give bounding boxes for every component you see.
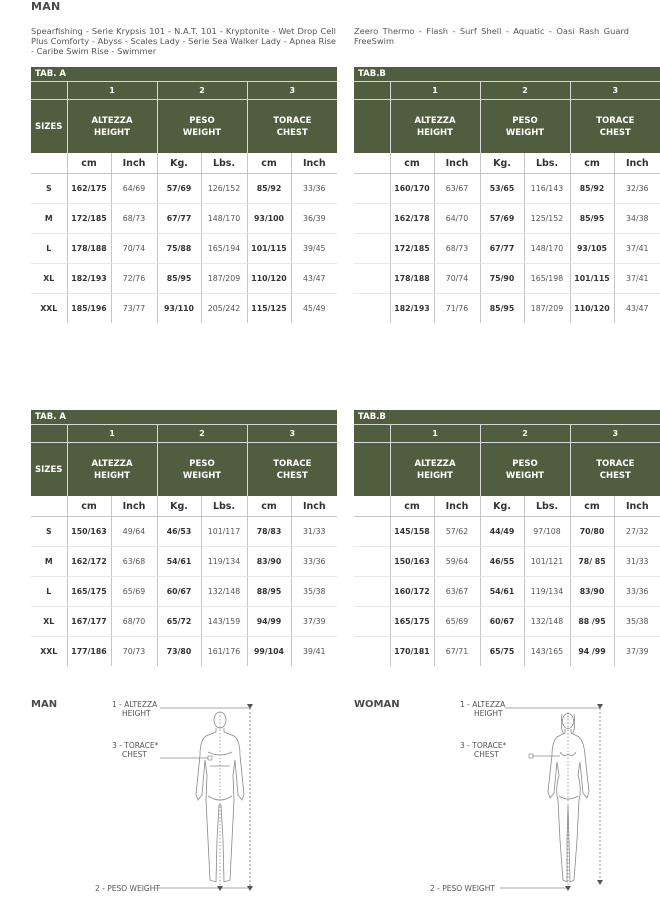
man-weight-label: 2 - PESO WEIGHT (95, 884, 160, 893)
table-row (354, 547, 660, 577)
measure-header: PESO WEIGHT (480, 443, 570, 497)
unit-label: Lbs. (524, 153, 570, 174)
table-row (31, 294, 337, 324)
product-list-b: Zeero Thermo - Flash - Surf Shell - Aquatic - Oasi Rash Guard FreeSwim (354, 26, 629, 46)
unit-label: cm (570, 153, 614, 174)
value-cell: 182/193 (67, 264, 111, 294)
value-cell: 83/90 (570, 577, 614, 607)
woman-figure-diagram (500, 700, 620, 895)
value-cell: 68/70 (111, 607, 157, 637)
sizes-header (354, 443, 390, 497)
size-cell (354, 517, 390, 547)
value-cell: 93/105 (570, 234, 614, 264)
value-cell: 148/170 (201, 204, 247, 234)
unit-label: cm (247, 153, 291, 174)
value-cell: 170/181 (390, 637, 434, 667)
value-cell: 132/148 (201, 577, 247, 607)
table-corner (354, 82, 390, 100)
value-cell: 119/134 (524, 577, 570, 607)
value-cell: 143/159 (201, 607, 247, 637)
value-cell: 101/115 (570, 264, 614, 294)
value-cell: 88/95 (247, 577, 291, 607)
value-cell: 162/178 (390, 204, 434, 234)
value-cell: 37/39 (291, 607, 337, 637)
value-cell: 101/121 (524, 547, 570, 577)
measure-header: PESO WEIGHT (480, 100, 570, 154)
woman-chest-label: 3 - TORACE* CHEST (460, 741, 507, 759)
column-number: 2 (480, 425, 570, 443)
unit-label: Inch (111, 153, 157, 174)
column-number: 3 (570, 82, 660, 100)
size-cell: M (31, 204, 67, 234)
value-cell: 57/69 (157, 174, 201, 204)
value-cell: 46/53 (157, 517, 201, 547)
unit-label: cm (390, 153, 434, 174)
column-number: 2 (157, 82, 247, 100)
unit-label: cm (247, 496, 291, 517)
value-cell: 53/65 (480, 174, 524, 204)
value-cell: 178/188 (390, 264, 434, 294)
value-cell: 165/194 (201, 234, 247, 264)
value-cell: 119/134 (201, 547, 247, 577)
table-row (31, 547, 337, 577)
value-cell: 60/67 (480, 607, 524, 637)
table-tab-label: TAB.B (354, 410, 660, 425)
value-cell: 33/36 (291, 547, 337, 577)
value-cell: 85/95 (157, 264, 201, 294)
figure-title-woman: WOMAN (354, 699, 400, 710)
value-cell: 162/172 (67, 547, 111, 577)
size-table-4 (354, 410, 660, 666)
size-cell (354, 294, 390, 324)
measure-header: TORACE CHEST (570, 100, 660, 154)
measure-header: PESO WEIGHT (157, 443, 247, 497)
value-cell: 57/69 (480, 204, 524, 234)
column-number: 3 (247, 425, 337, 443)
value-cell: 73/77 (111, 294, 157, 324)
size-cell (354, 547, 390, 577)
value-cell: 78/83 (247, 517, 291, 547)
size-cell (354, 264, 390, 294)
unit-label: Inch (614, 153, 660, 174)
measure-header: TORACE CHEST (247, 100, 337, 154)
value-cell: 73/80 (157, 637, 201, 667)
unit-label: Kg. (480, 153, 524, 174)
value-cell: 94 /99 (570, 637, 614, 667)
woman-height-label: 1 - ALTEZZA HEIGHT (460, 700, 506, 718)
unit-label: Kg. (157, 496, 201, 517)
value-cell: 99/104 (247, 637, 291, 667)
table-row (31, 517, 337, 547)
value-cell: 148/170 (524, 234, 570, 264)
value-cell: 54/61 (480, 577, 524, 607)
value-cell: 49/64 (111, 517, 157, 547)
value-cell: 161/176 (201, 637, 247, 667)
value-cell: 126/152 (201, 174, 247, 204)
value-cell: 57/62 (434, 517, 480, 547)
table-corner (31, 82, 67, 100)
value-cell: 97/108 (524, 517, 570, 547)
unit-label: cm (67, 153, 111, 174)
value-cell: 70/74 (434, 264, 480, 294)
size-cell: L (31, 234, 67, 264)
value-cell: 63/67 (434, 577, 480, 607)
value-cell: 70/80 (570, 517, 614, 547)
value-cell: 37/41 (614, 264, 660, 294)
size-cell: XXL (40, 304, 58, 313)
value-cell: 83/90 (247, 547, 291, 577)
unit-label: Kg. (157, 153, 201, 174)
value-cell: 31/33 (614, 547, 660, 577)
value-cell: 178/188 (67, 234, 111, 264)
value-cell: 65/69 (111, 577, 157, 607)
size-cell (354, 577, 390, 607)
unit-corner (354, 153, 390, 174)
table-row (354, 294, 660, 324)
unit-label: Inch (111, 496, 157, 517)
measure-header: ALTEZZA HEIGHT (67, 100, 157, 154)
value-cell: 85/92 (247, 174, 291, 204)
value-cell: 70/74 (111, 234, 157, 264)
table-row (354, 234, 660, 264)
size-cell (354, 204, 390, 234)
unit-label: Lbs. (524, 496, 570, 517)
page-title: MAN (31, 0, 61, 13)
value-cell: 33/36 (614, 577, 660, 607)
table-row (354, 607, 660, 637)
column-number: 1 (390, 425, 480, 443)
unit-label: Inch (434, 153, 480, 174)
size-cell: XL (31, 607, 67, 637)
man-chest-label: 3 - TORACE* CHEST (112, 741, 159, 759)
table-tab-label: TAB. A (31, 410, 337, 425)
value-cell: 37/39 (614, 637, 660, 667)
size-cell: XXL (40, 647, 58, 656)
table-row (31, 234, 337, 264)
column-number: 2 (480, 82, 570, 100)
unit-corner (31, 496, 67, 517)
size-cell: S (31, 174, 67, 204)
value-cell: 46/55 (480, 547, 524, 577)
value-cell: 165/175 (67, 577, 111, 607)
value-cell: 64/70 (434, 204, 480, 234)
value-cell: 150/163 (67, 517, 111, 547)
value-cell: 85/95 (570, 204, 614, 234)
table-row (354, 204, 660, 234)
table-row (354, 637, 660, 667)
value-cell: 39/45 (291, 234, 337, 264)
value-cell: 78/ 85 (570, 547, 614, 577)
value-cell: 45/49 (291, 294, 337, 324)
measure-header: TORACE CHEST (247, 443, 337, 497)
value-cell: 70/73 (111, 637, 157, 667)
value-cell: 150/163 (390, 547, 434, 577)
value-cell: 37/41 (614, 234, 660, 264)
size-table-1 (31, 67, 337, 323)
value-cell: 101/115 (247, 234, 291, 264)
unit-label: Inch (434, 496, 480, 517)
value-cell: 165/198 (524, 264, 570, 294)
value-cell: 187/209 (201, 264, 247, 294)
value-cell: 85/95 (480, 294, 524, 324)
value-cell: 132/148 (524, 607, 570, 637)
value-cell: 160/170 (390, 174, 434, 204)
value-cell: 44/49 (480, 517, 524, 547)
size-cell (354, 174, 390, 204)
unit-label: Inch (291, 153, 337, 174)
table-tab-label: TAB.B (354, 67, 660, 82)
value-cell: 43/47 (614, 294, 660, 324)
unit-label: cm (390, 496, 434, 517)
value-cell: 39/41 (291, 637, 337, 667)
measure-header: ALTEZZA HEIGHT (390, 100, 480, 154)
value-cell: 71/76 (434, 294, 480, 324)
value-cell: 172/185 (67, 204, 111, 234)
value-cell: 60/67 (157, 577, 201, 607)
value-cell: 67/71 (434, 637, 480, 667)
value-cell: 162/175 (67, 174, 111, 204)
value-cell: 31/33 (291, 517, 337, 547)
column-number: 1 (67, 425, 157, 443)
column-number: 3 (570, 425, 660, 443)
value-cell: 88 /95 (570, 607, 614, 637)
table-row (31, 174, 337, 204)
size-table-2 (354, 67, 660, 323)
unit-label: Kg. (480, 496, 524, 517)
column-number: 1 (390, 82, 480, 100)
value-cell: 143/165 (524, 637, 570, 667)
value-cell: 36/39 (291, 204, 337, 234)
value-cell: 35/38 (614, 607, 660, 637)
unit-label: cm (67, 496, 111, 517)
sizes-header (354, 100, 390, 154)
value-cell: 43/47 (291, 264, 337, 294)
value-cell: 65/72 (157, 607, 201, 637)
unit-label: Inch (614, 496, 660, 517)
value-cell: 145/158 (390, 517, 434, 547)
column-number: 2 (157, 425, 247, 443)
value-cell: 68/73 (434, 234, 480, 264)
value-cell: 165/175 (390, 607, 434, 637)
size-cell: XL (31, 264, 67, 294)
value-cell: 93/100 (247, 204, 291, 234)
size-cell (354, 607, 390, 637)
size-cell (354, 234, 390, 264)
unit-corner (31, 153, 67, 174)
value-cell: 167/177 (67, 607, 111, 637)
sizes-header: SIZES (31, 443, 67, 497)
unit-label: Inch (291, 496, 337, 517)
unit-label: Lbs. (201, 153, 247, 174)
table-row (354, 174, 660, 204)
value-cell: 63/67 (434, 174, 480, 204)
value-cell: 125/152 (524, 204, 570, 234)
value-cell: 54/61 (157, 547, 201, 577)
man-figure-diagram (150, 700, 270, 895)
table-corner (31, 425, 67, 443)
column-number: 1 (67, 82, 157, 100)
value-cell: 110/120 (570, 294, 614, 324)
man-height-label: 1 - ALTEZZA HEIGHT (112, 700, 158, 718)
value-cell: 59/64 (434, 547, 480, 577)
value-cell: 27/32 (614, 517, 660, 547)
column-number: 3 (247, 82, 337, 100)
value-cell: 115/125 (247, 294, 291, 324)
measure-header: TORACE CHEST (570, 443, 660, 497)
value-cell: 32/36 (614, 174, 660, 204)
value-cell: 33/36 (291, 174, 337, 204)
value-cell: 160/172 (390, 577, 434, 607)
table-row (31, 607, 337, 637)
measure-header: PESO WEIGHT (157, 100, 247, 154)
value-cell: 67/77 (480, 234, 524, 264)
unit-label: cm (570, 496, 614, 517)
table-corner (354, 425, 390, 443)
table-row (354, 264, 660, 294)
value-cell: 93/110 (157, 294, 201, 324)
measure-header: ALTEZZA HEIGHT (67, 443, 157, 497)
table-row (31, 637, 337, 667)
value-cell: 182/193 (390, 294, 434, 324)
size-cell (354, 637, 390, 667)
value-cell: 177/186 (67, 637, 111, 667)
value-cell: 68/73 (111, 204, 157, 234)
measure-header: ALTEZZA HEIGHT (390, 443, 480, 497)
value-cell: 94/99 (247, 607, 291, 637)
value-cell: 172/185 (390, 234, 434, 264)
value-cell: 72/76 (111, 264, 157, 294)
size-cell: S (31, 517, 67, 547)
figure-title-man: MAN (31, 699, 58, 710)
sizes-header: SIZES (31, 100, 67, 154)
size-cell: M (31, 547, 67, 577)
table-tab-label: TAB. A (31, 67, 337, 82)
value-cell: 110/120 (247, 264, 291, 294)
table-row (31, 204, 337, 234)
unit-corner (354, 496, 390, 517)
value-cell: 34/38 (614, 204, 660, 234)
size-table-3 (31, 410, 337, 666)
value-cell: 65/69 (434, 607, 480, 637)
table-row (31, 264, 337, 294)
product-list-a: Spearfishing - Serie Krypsis 101 - N.A.T. 101 - Kryptonite - Wet Drop Cell Plus Comforty - Abyss - Scales Lady - Serie Sea Walker Lady - Apnea Rise - Caribe Swim Rise - Swimmer (31, 26, 336, 56)
table-row (354, 577, 660, 607)
value-cell: 187/209 (524, 294, 570, 324)
value-cell: 101/117 (201, 517, 247, 547)
value-cell: 67/77 (157, 204, 201, 234)
table-row (354, 517, 660, 547)
unit-label: Lbs. (201, 496, 247, 517)
value-cell: 65/75 (480, 637, 524, 667)
value-cell: 75/90 (480, 264, 524, 294)
woman-weight-label: 2 - PESO WEIGHT (430, 884, 495, 893)
value-cell: 185/196 (67, 294, 111, 324)
size-cell: L (31, 577, 67, 607)
value-cell: 64/69 (111, 174, 157, 204)
value-cell: 116/143 (524, 174, 570, 204)
value-cell: 35/38 (291, 577, 337, 607)
value-cell: 75/88 (157, 234, 201, 264)
table-row (31, 577, 337, 607)
value-cell: 63/68 (111, 547, 157, 577)
value-cell: 85/92 (570, 174, 614, 204)
value-cell: 205/242 (201, 294, 247, 324)
